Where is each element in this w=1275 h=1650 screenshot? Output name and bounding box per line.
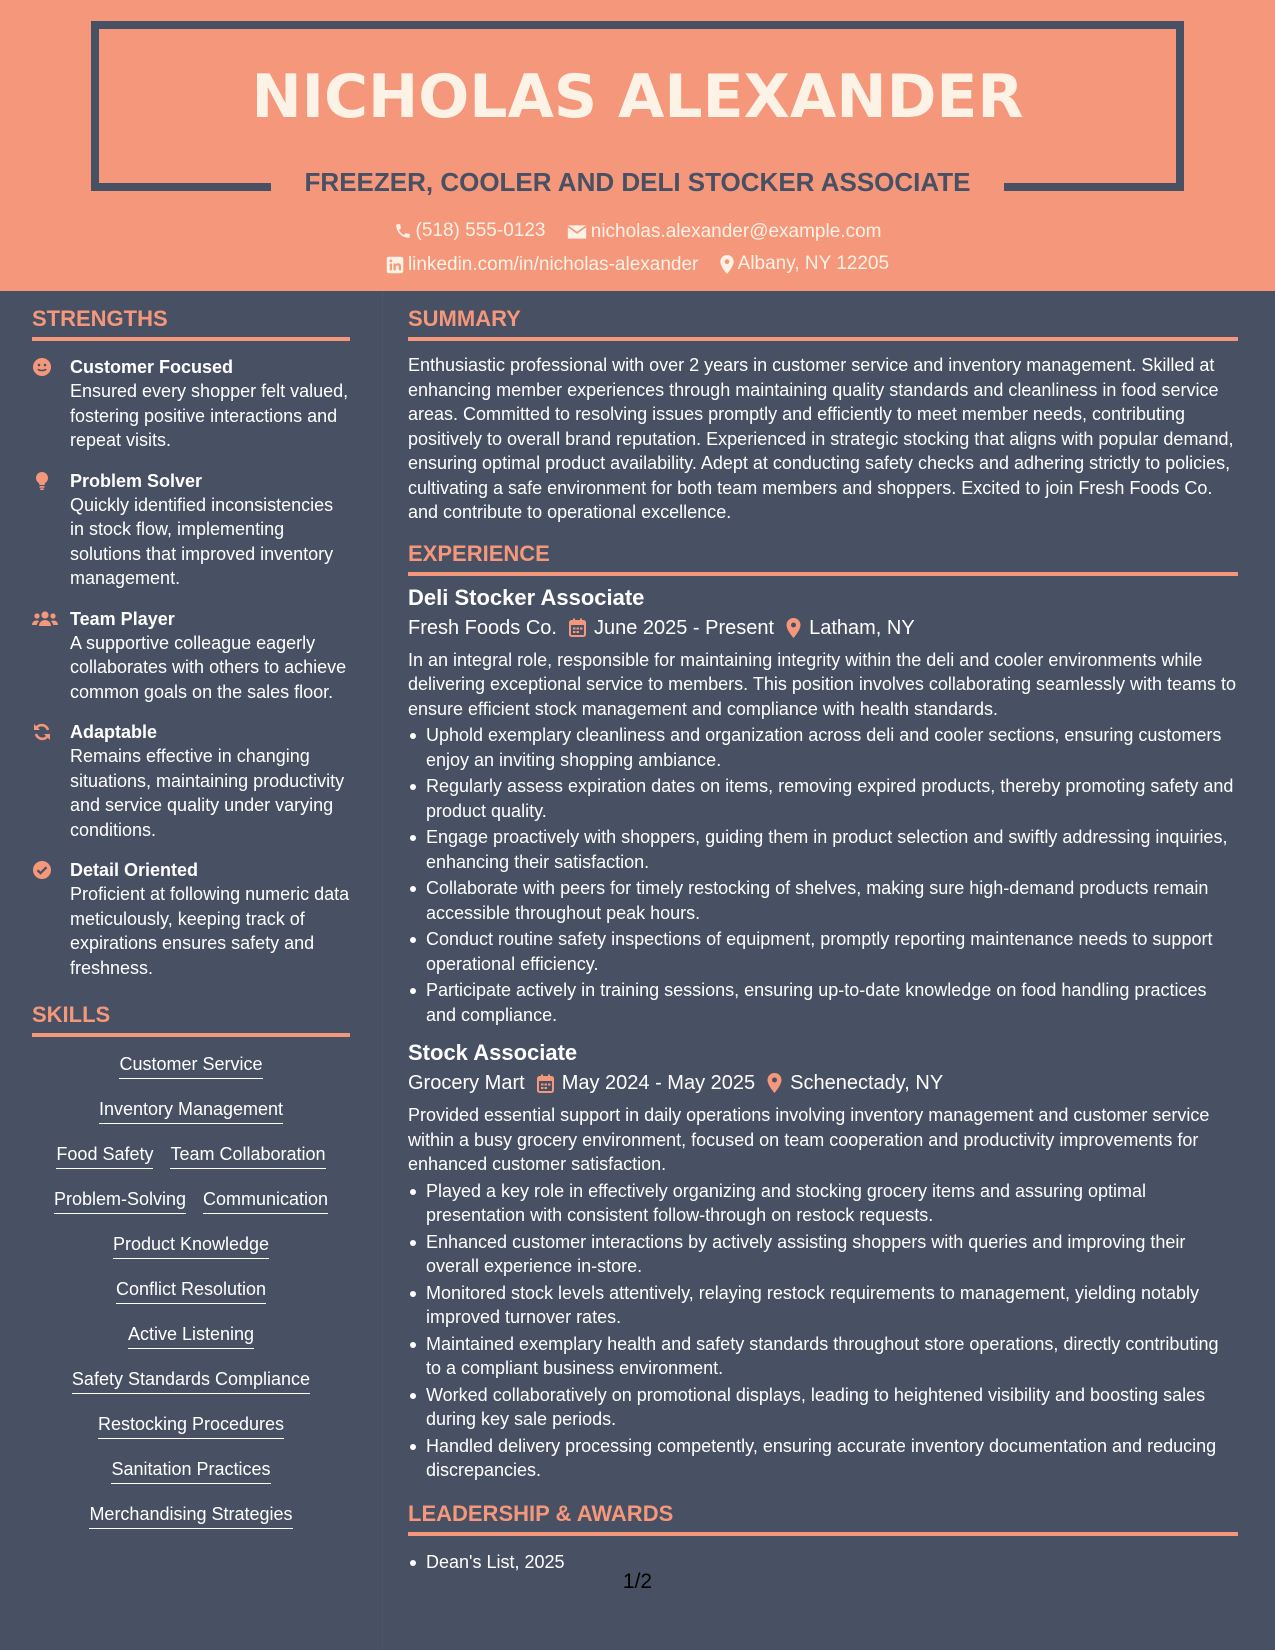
contact-linkedin[interactable] — [386, 254, 698, 276]
skill-tag: Food Safety — [56, 1143, 153, 1169]
bullet-item: Uphold exemplary cleanliness and organization across deli and cooler sections, ensuring customers enjoy an inviting shopping ambiance. — [408, 723, 1238, 772]
bullet-item: Monitored stock levels attentively, relaying restock requirements to management, yielding notably improved turnover rates. — [408, 1281, 1238, 1330]
bullet-item: Dean's List, 2025 — [408, 1550, 1238, 1575]
job-description: In an integral role, responsible for maintaining integrity within the deli and cooler environments while delivering exceptional service to members. This position involves collaborating seamlessly with teams to ensure efficient stock management and compliance with health standards. — [408, 649, 1237, 719]
linkedin-text: linkedin.com/in/nicholas-alexander — [407, 253, 699, 275]
strength-item — [32, 858, 350, 980]
linkedin-icon — [386, 256, 404, 274]
contact-location — [720, 253, 889, 275]
leadership-heading: LEADERSHIP & AWARDS — [408, 1501, 1238, 1536]
strength-desc: Ensured every shopper felt valued, fostering positive interactions and repeat visits. — [70, 381, 349, 450]
skill-tag: Team Collaboration — [170, 1143, 325, 1169]
bullet-item: Handled delivery processing competently, ensuring accurate inventory documentation and reducing discrepancies. — [408, 1434, 1238, 1483]
strength-item — [32, 720, 350, 842]
bullet-item: Engage proactively with shoppers, guiding them in product selection and swiftly addressing inquiries, enhancing their satisfaction. — [408, 825, 1238, 874]
contact-phone[interactable] — [394, 220, 546, 242]
job-bullets — [408, 723, 1238, 1027]
skill-tag: Inventory Management — [99, 1098, 283, 1124]
smile-icon — [32, 357, 52, 377]
skills-heading: SKILLS — [32, 1002, 350, 1037]
bullet-item: Enhanced customer interactions by actively assisting shoppers with queries and improving their overall experience in-store. — [408, 1230, 1238, 1279]
skill-tag: Sanitation Practices — [111, 1458, 270, 1484]
bullet-item: Worked collaboratively on promotional displays, leading to heightened visibility and boosting sales during key sale periods. — [408, 1383, 1238, 1432]
contact-email[interactable] — [567, 221, 882, 243]
job-meta — [408, 1069, 1238, 1097]
strength-item — [32, 607, 350, 705]
users-icon — [32, 609, 58, 629]
job-entry — [408, 1039, 1238, 1483]
strength-desc: Quickly identified inconsistencies in stock flow, implementing solutions that improved inventory management. — [70, 494, 334, 588]
job-title: Stock Associate — [408, 1040, 578, 1065]
strength-desc: Proficient at following numeric data meticulously, keeping track of expirations ensures safety and freshness. — [70, 884, 350, 978]
candidate-name: NICHOLAS ALEXANDER — [251, 62, 1024, 132]
map-pin-icon — [767, 1073, 782, 1093]
job-bullets — [408, 1179, 1238, 1483]
phone-icon — [394, 222, 412, 240]
skill-tag: Merchandising Strategies — [89, 1503, 292, 1529]
bullet-item: Regularly assess expiration dates on items, removing expired products, thereby promoting safety and product quality. — [408, 774, 1238, 823]
job-dates: June 2025 - Present — [593, 616, 775, 639]
skills-list — [32, 1051, 350, 1548]
resume-header — [0, 0, 1275, 291]
strengths-heading: STRENGTHS — [32, 306, 350, 341]
bullet-item: Collaborate with peers for timely restocking of shelves, making sure high-demand products remain accessible throughout peak hours. — [408, 876, 1238, 925]
strength-desc: A supportive colleague eagerly collaborates with others to achieve common goals on the sales floor. — [70, 632, 347, 702]
job-entry — [408, 584, 1238, 1028]
strength-item — [32, 469, 350, 591]
check-circle-icon — [32, 860, 52, 880]
strength-title: Customer Focused — [70, 357, 234, 377]
job-title: Deli Stocker Associate — [408, 584, 645, 610]
bullet-item: Participate actively in training sessions, ensuring up-to-date knowledge on food handling practices and compliance. — [408, 978, 1238, 1027]
skill-tag: Product Knowledge — [113, 1233, 269, 1259]
experience-heading: EXPERIENCE — [408, 541, 1238, 576]
bullet-item: Played a key role in effectively organizing and stocking grocery items and assuring optimal presentation with consistent follow-through on restock requests. — [408, 1179, 1238, 1228]
lightbulb-icon — [32, 471, 52, 491]
job-dates: May 2024 - May 2025 — [561, 1072, 756, 1094]
location-text: Albany, NY 12205 — [737, 253, 890, 274]
skill-tag: Conflict Resolution — [116, 1278, 266, 1304]
skill-tag: Safety Standards Compliance — [72, 1368, 310, 1394]
job-company: Fresh Foods Co. — [408, 616, 557, 639]
skill-tag: Customer Service — [119, 1053, 262, 1079]
job-location: Schenectady, NY — [790, 1072, 944, 1094]
skill-tag: Restocking Procedures — [98, 1413, 284, 1439]
contact-row-1 — [0, 220, 1275, 246]
job-description: Provided essential support in daily operations involving inventory management and customer service within a busy grocery environment, focused on team cooperation and productivity improvements for enhanced customer satisfaction. — [408, 1105, 1210, 1174]
skill-tag: Communication — [203, 1188, 328, 1214]
calendar-icon — [537, 1074, 554, 1093]
job-location: Latham, NY — [809, 616, 915, 639]
job-company: Grocery Mart — [408, 1072, 525, 1094]
strength-title: Adaptable — [70, 722, 158, 742]
column-divider — [382, 291, 383, 1650]
bullet-item: Conduct routine safety inspections of equipment, promptly reporting maintenance needs to support operational efficiency. — [408, 927, 1238, 976]
strength-title: Team Player — [70, 608, 175, 629]
calendar-icon — [569, 618, 586, 637]
map-pin-icon — [786, 618, 801, 638]
right-column — [408, 306, 1238, 1576]
page-number: 1/2 — [622, 1570, 653, 1593]
map-pin-icon — [720, 255, 734, 274]
skill-tag: Active Listening — [128, 1323, 254, 1349]
summary-heading: SUMMARY — [408, 306, 1238, 341]
bullet-item: Maintained exemplary health and safety standards throughout store operations, directly contributing to a compliant business environment. — [408, 1332, 1238, 1381]
envelope-icon — [567, 224, 587, 240]
job-meta — [408, 614, 1238, 642]
left-column — [32, 306, 350, 1548]
strength-title: Problem Solver — [70, 470, 203, 491]
candidate-title: FREEZER, COOLER AND DELI STOCKER ASSOCIATE — [304, 167, 971, 197]
phone-text: (518) 555-0123 — [415, 220, 546, 241]
email-text: nicholas.alexander@example.com — [590, 221, 882, 242]
strength-title: Detail Oriented — [70, 860, 199, 880]
skill-tag: Problem-Solving — [54, 1188, 186, 1214]
sync-icon — [32, 722, 52, 742]
strength-desc: Remains effective in changing situations, maintaining productivity and service quality under varying conditions. — [70, 746, 345, 840]
summary-text: Enthusiastic professional with over 2 years in customer service and inventory management. Skilled at enhancing member experiences through maintaining quality standards and cleanliness in food service areas. Committed to resolving issues promptly and efficiently to meet member needs, contributing positively to overall brand reputation. Experienced in strategic stocking that aligns with popular demand, ensuring optimal product availability. Adept at conducting safety checks and adhering strictly to policies, cultivating a safe environment for both team members and shoppers. Excited to join Fresh Foods Co. and contribute to operational excellence. — [408, 355, 1234, 522]
contact-row-2 — [0, 253, 1275, 280]
strength-item — [32, 355, 350, 453]
